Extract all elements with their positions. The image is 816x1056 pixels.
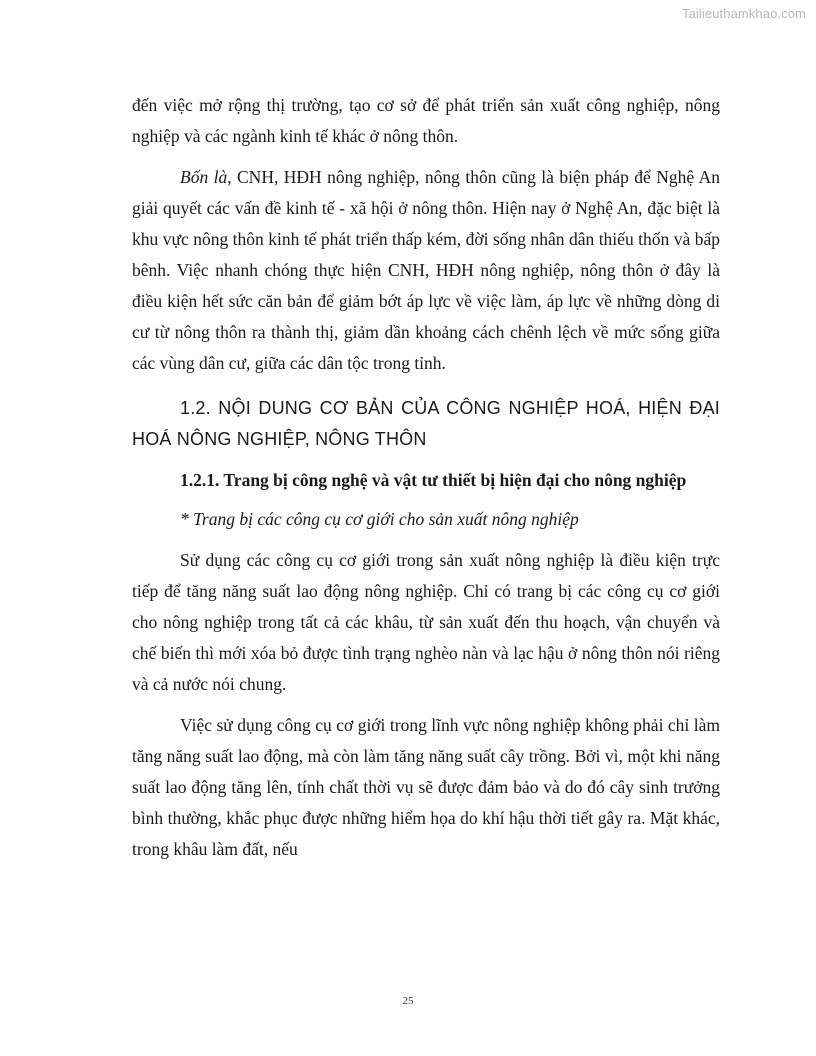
- document-page: [132, 90, 720, 865]
- paragraph-fourth-point: [132, 162, 720, 379]
- subsection-heading: 1.2.1. Trang bị công nghệ và vật tư thiết bị hiện đại cho nông nghiệp: [180, 470, 687, 490]
- section-heading: 1.2. NỘI DUNG CƠ BẢN CỦA CÔNG NGHIỆP HOÁ, HIỆN ĐẠI HOÁ NÔNG NGHIỆP, NÔNG THÔN: [132, 398, 720, 449]
- paragraph-continuation: đến việc mở rộng thị trường, tạo cơ sở để phát triển sản xuất công nghiệp, nông nghiệp và các ngành kinh tế khác ở nông thôn.: [132, 95, 720, 146]
- watermark: Tailieuthamkhao.com: [681, 6, 806, 21]
- paragraph-productivity: Việc sử dụng công cụ cơ giới trong lĩnh vực nông nghiệp không phải chỉ làm tăng năng suất lao động, mà còn làm tăng năng suất cây trồng. Bởi vì, một khi năng suất lao động tăng lên, tính chất thời vụ sẽ được đảm bảo và do đó cây sinh trưởng bình thường, khắc phục được những hiểm họa do khí hậu thời tiết gây ra. Mặt khác, trong khâu làm đất, nếu: [132, 715, 720, 859]
- italic-point-heading: * Trang bị các công cụ cơ giới cho sản xuất nông nghiệp: [180, 509, 579, 529]
- paragraph-body: , CNH, HĐH nông nghiệp, nông thôn cũng là biện pháp để Nghệ An giải quyết các vấn đề kinh tế - xã hội ở nông thôn. Hiện nay ở Nghệ An, đặc biệt là khu vực nông thôn kinh tế phát triển thấp kém, đời sống nhân dân thiếu thốn và bấp bênh. Việc nhanh chóng thực hiện CNH, HĐH nông nghiệp, nông thôn ở đây là điều kiện hết sức căn bản để giảm bớt áp lực về việc làm, áp lực về những dòng di cư từ nông thôn ra thành thị, giảm dần khoảng cách chênh lệch về mức sống giữa các vùng dân cư, giữa các dân tộc trong tỉnh.: [132, 167, 720, 373]
- page-number: 25: [402, 995, 414, 1007]
- paragraph-mechanization: Sử dụng các công cụ cơ giới trong sản xuất nông nghiệp là điều kiện trực tiếp để tăng năng suất lao động nông nghiệp. Chỉ có trang bị các công cụ cơ giới cho nông nghiệp trong tất cả các khâu, từ sản xuất đến thu hoạch, vận chuyển và chế biến thì mới xóa bỏ được tình trạng nghèo nàn và lạc hậu ở nông thôn nói riêng và cả nước nói chung.: [132, 550, 720, 694]
- paragraph-lead-italic: Bốn là: [180, 167, 228, 187]
